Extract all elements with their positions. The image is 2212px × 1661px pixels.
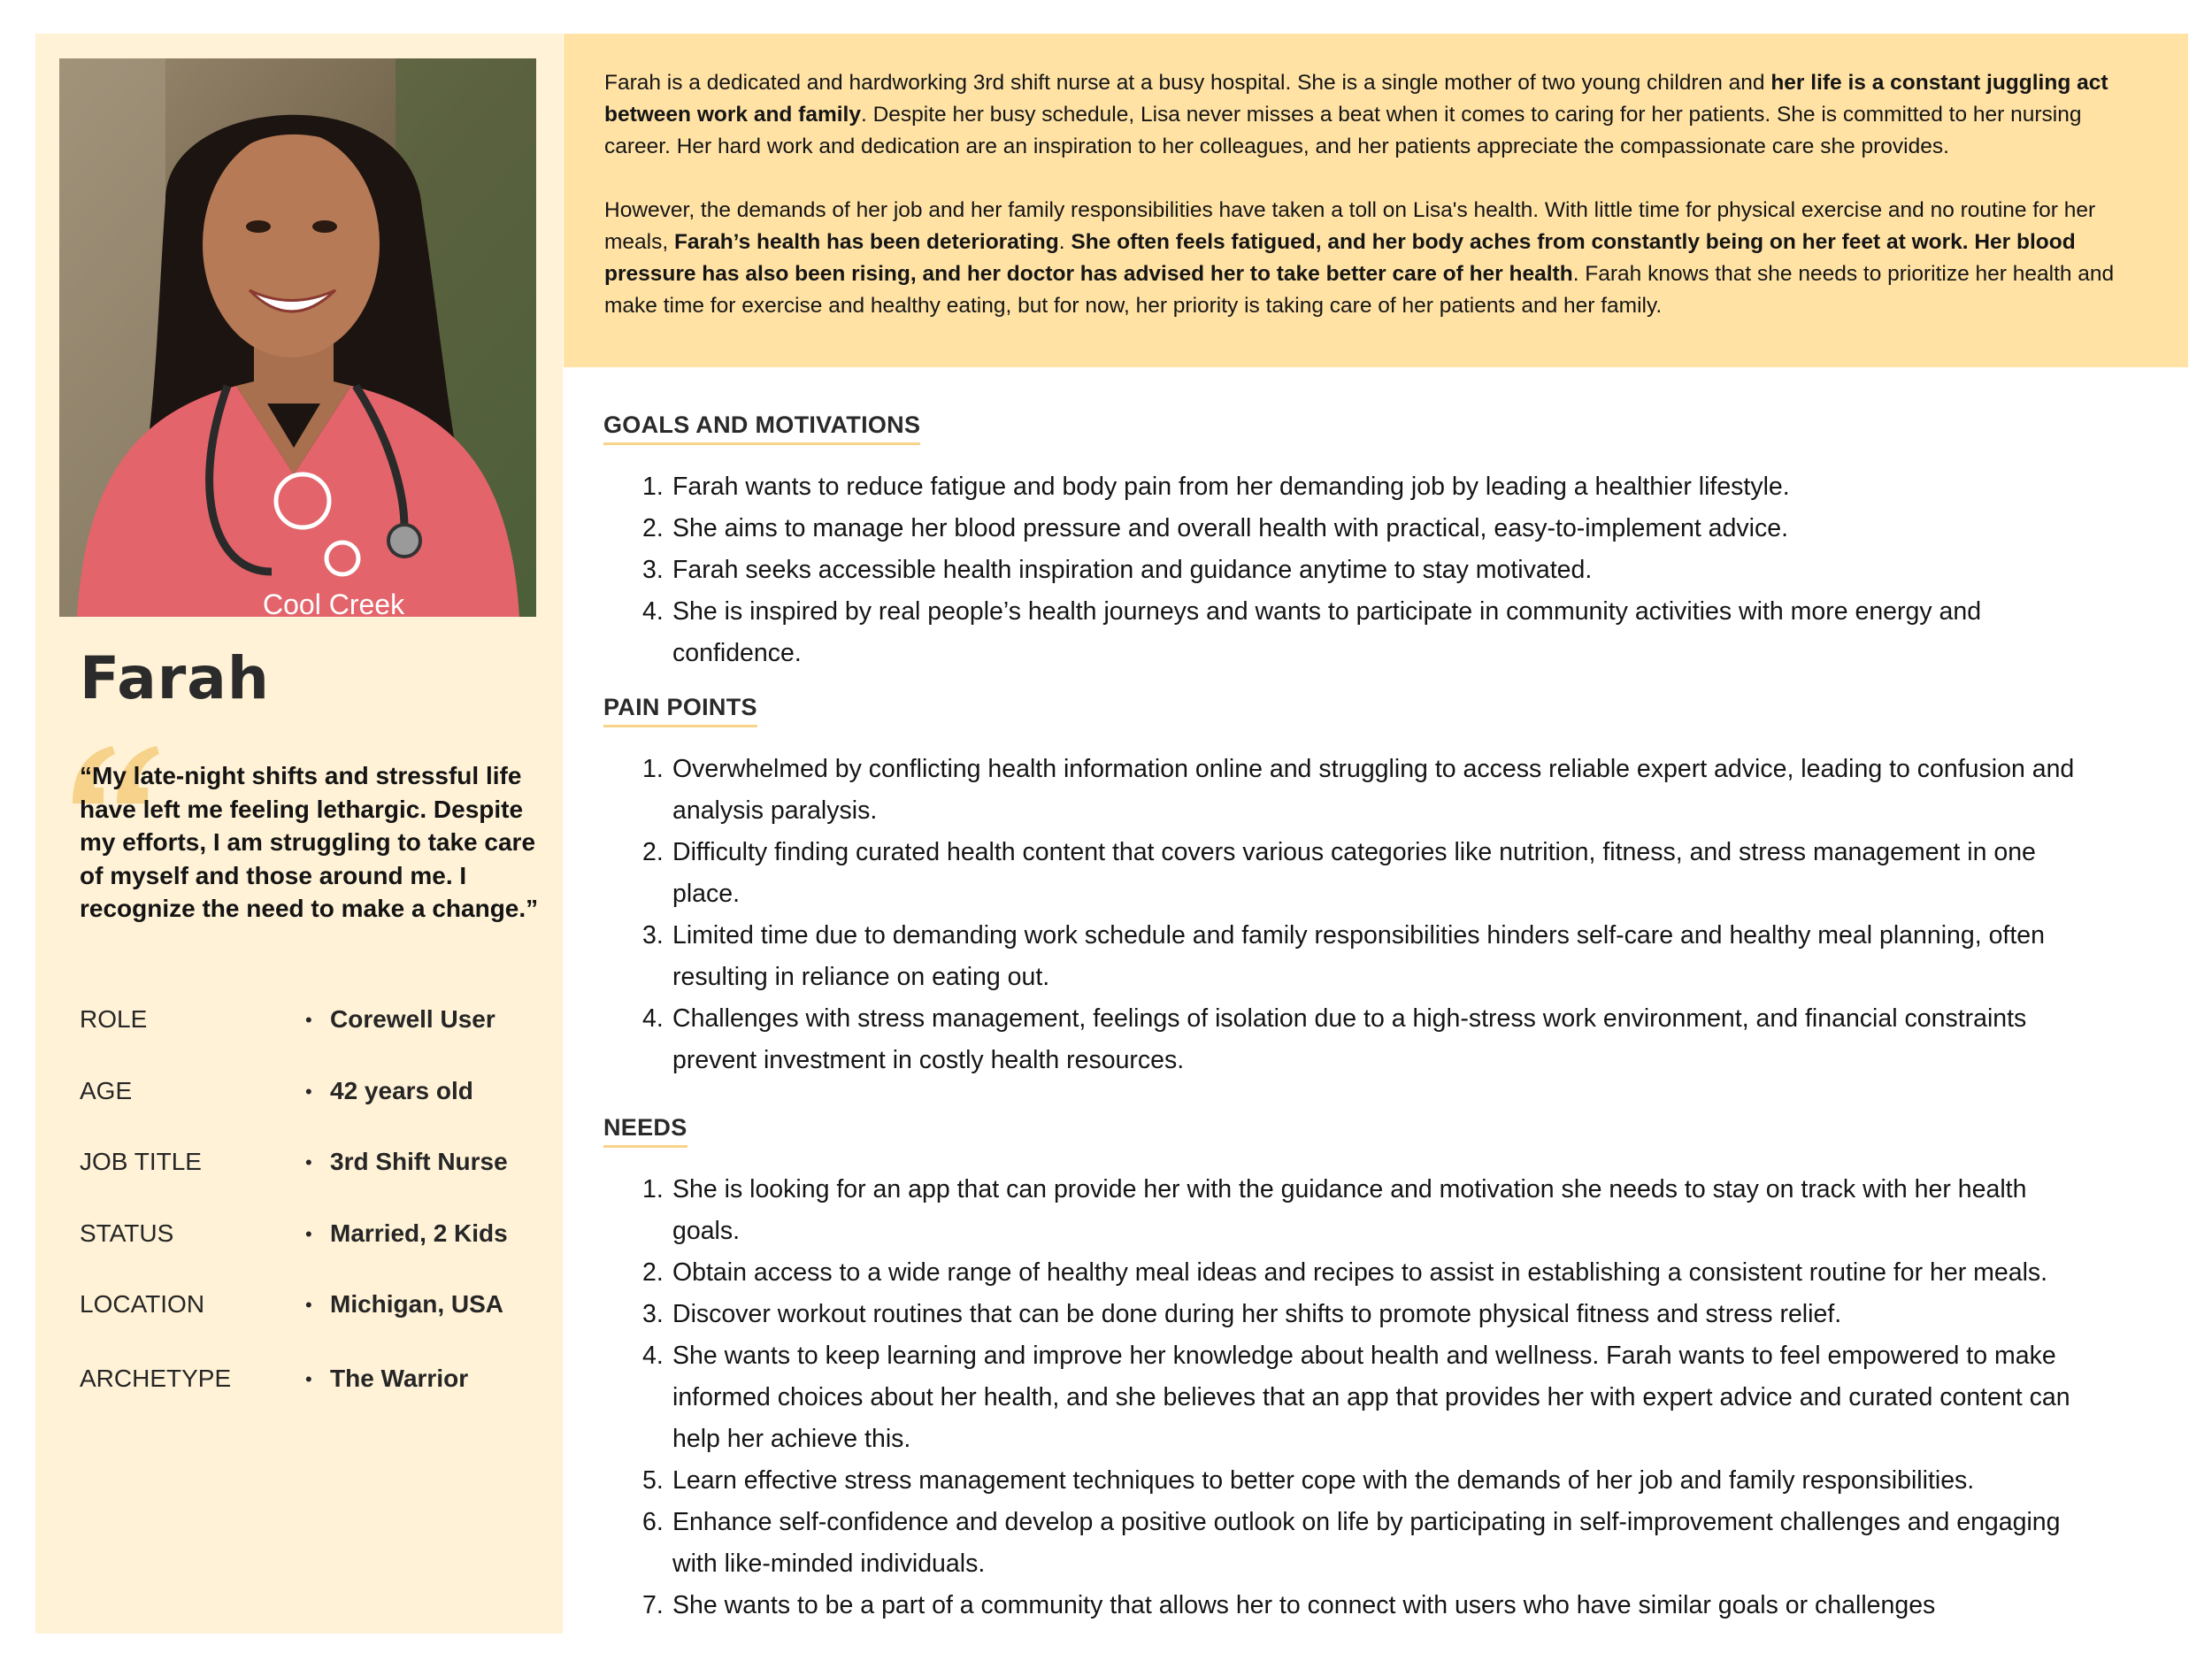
list-text: Farah wants to reduce fatigue and body pain from her demanding job by leading a healthier lifestyle. bbox=[672, 473, 1790, 501]
list-text: Challenges with stress management, feelings of isolation due to a high-stress work environment, and financial constraints prevent investment in costly health resources. bbox=[672, 1004, 2027, 1074]
goals-title: GOALS AND MOTIVATIONS bbox=[603, 411, 920, 445]
bio-emphasis: her life is a constant juggling act between work and family bbox=[604, 71, 2108, 127]
attribute-label: AGE bbox=[80, 1076, 133, 1104]
attribute-status bbox=[80, 1219, 549, 1291]
persona-quote: “My late-night shifts and stressful life have left me feeling lethargic. Despite my efforts, I am struggling to take care of myself and those around me. I recognize the need to make a change.” bbox=[80, 762, 539, 922]
list-number: 3. bbox=[642, 556, 664, 584]
attribute-label: JOB TITLE bbox=[80, 1148, 202, 1175]
bio-paragraph bbox=[604, 67, 2147, 163]
list-text: She is looking for an app that can provide her with the guidance and motivation she needs to stay on track with her health goals. bbox=[672, 1175, 2027, 1245]
list-text: Obtain access to a wide range of healthy meal ideas and recipes to assist in establishing a consistent routine for her meals. bbox=[672, 1258, 2048, 1287]
list-text: She aims to manage her blood pressure and overall health with practical, easy-to-implement advice. bbox=[672, 514, 1788, 542]
bio-text: . bbox=[1058, 230, 1071, 254]
bio-text: Farah is a dedicated and hardworking 3rd shift nurse at a busy hospital. She is a single mother of two young children and bbox=[604, 71, 1771, 95]
list-number: 3. bbox=[642, 1300, 664, 1328]
attribute-label: LOCATION bbox=[80, 1290, 205, 1318]
list-number: 1. bbox=[642, 755, 664, 783]
attribute-value: The Warrior bbox=[330, 1365, 469, 1392]
list-item bbox=[603, 749, 2090, 832]
persona-sidebar bbox=[35, 34, 563, 1634]
bullet-icon: • bbox=[305, 1294, 312, 1316]
list-item bbox=[603, 915, 2090, 998]
list-number: 4. bbox=[642, 597, 664, 626]
attribute-label: ARCHETYPE bbox=[80, 1365, 232, 1392]
list-item bbox=[603, 550, 2090, 591]
persona-name: Farah bbox=[80, 644, 270, 712]
persona-photo bbox=[59, 58, 536, 617]
list-item bbox=[603, 591, 2090, 674]
attribute-value: Michigan, USA bbox=[330, 1290, 504, 1318]
pain-points-title: PAIN POINTS bbox=[603, 694, 757, 727]
attribute-value: 42 years old bbox=[330, 1076, 473, 1104]
list-item bbox=[603, 998, 2090, 1081]
attribute-archetype bbox=[80, 1365, 549, 1436]
list-item bbox=[603, 1169, 2090, 1252]
list-text: Limited time due to demanding work schedule and family responsibilities hinders self-care and healthy meal planning, often resulting in reliance on eating out. bbox=[672, 921, 2045, 991]
list-text: She wants to keep learning and improve her knowledge about health and wellness. Farah wants to feel empowered to make informed choices about her health, and she believes that an app that provides her with expert advice and curated content can help her achieve this. bbox=[672, 1342, 2070, 1453]
pain-points-list bbox=[603, 749, 2090, 1081]
list-item bbox=[603, 466, 2090, 508]
bullet-icon: • bbox=[305, 1368, 312, 1390]
attribute-label: ROLE bbox=[80, 1005, 148, 1033]
bio-emphasis: Farah’s health has been deteriorating bbox=[673, 230, 1059, 254]
bullet-icon: • bbox=[305, 1222, 312, 1245]
bio-text: However, the demands of her job and her family responsibilities have taken a toll on Lisa's health. With little time for physical exercise and no routine for her meals, bbox=[604, 198, 2096, 254]
list-number: 5. bbox=[642, 1466, 664, 1495]
list-number: 7. bbox=[642, 1591, 664, 1619]
goals-list bbox=[603, 466, 2090, 674]
bio-text: . Despite her busy schedule, Lisa never misses a beat when it comes to caring for her patients. She is committed to her nursing career. Her hard work and dedication are an inspiration to her colleagues, and her patients appreciate the compassionate care she provides. bbox=[604, 103, 2082, 158]
list-number: 3. bbox=[642, 921, 664, 950]
list-item bbox=[603, 832, 2090, 915]
list-number: 6. bbox=[642, 1508, 664, 1536]
list-text: She is inspired by real people’s health journeys and wants to participate in community activities with more energy and confidence. bbox=[672, 597, 1982, 667]
list-number: 1. bbox=[642, 1175, 664, 1203]
attribute-value: Corewell User bbox=[330, 1005, 495, 1033]
list-text: Enhance self-confidence and develop a positive outlook on life by participating in self-improvement challenges and engaging with like-minded individuals. bbox=[672, 1508, 2061, 1578]
list-item bbox=[603, 508, 2090, 550]
attribute-value: Married, 2 Kids bbox=[330, 1219, 508, 1247]
bio-emphasis: She often feels fatigued, and her body aches from constantly being on her feet at work. Her blood pressure has also been rising, and her doctor has advised her to take better care of her health bbox=[604, 230, 2076, 286]
list-text: Farah seeks accessible health inspiration and guidance anytime to stay motivated. bbox=[672, 556, 1593, 584]
list-item bbox=[603, 1294, 2090, 1335]
bio-paragraph bbox=[604, 195, 2147, 322]
persona-bio bbox=[564, 34, 2188, 367]
list-item bbox=[603, 1335, 2090, 1460]
list-text: Discover workout routines that can be done during her shifts to promote physical fitness and stress relief. bbox=[672, 1300, 1842, 1328]
list-item bbox=[603, 1252, 2090, 1294]
shirt-text: Cool Creek bbox=[263, 588, 405, 617]
list-text: Overwhelmed by conflicting health information online and struggling to access reliable expert advice, leading to confusion and analysis paralysis. bbox=[672, 755, 2075, 825]
needs-title: NEEDS bbox=[603, 1114, 687, 1148]
list-item bbox=[603, 1502, 2090, 1585]
attribute-role bbox=[80, 1005, 549, 1077]
needs-list bbox=[603, 1169, 2090, 1626]
list-text: Learn effective stress management techniques to better cope with the demands of her job and family responsibilities. bbox=[672, 1466, 1975, 1495]
list-number: 4. bbox=[642, 1342, 664, 1370]
list-item bbox=[603, 1460, 2090, 1502]
list-text: She wants to be a part of a community that allows her to connect with users who have similar goals or challenges bbox=[672, 1591, 1936, 1619]
list-text: Difficulty finding curated health content that covers various categories like nutrition, fitness, and stress management in one place. bbox=[672, 838, 2036, 908]
bullet-icon: • bbox=[305, 1151, 312, 1173]
bio-text: . Farah knows that she needs to prioritize her health and make time for exercise and healthy eating, but for now, her priority is taking care of her patients and her family. bbox=[604, 262, 2115, 318]
attribute-value: 3rd Shift Nurse bbox=[330, 1148, 508, 1175]
list-number: 2. bbox=[642, 838, 664, 866]
attribute-age bbox=[80, 1077, 549, 1149]
list-number: 2. bbox=[642, 514, 664, 542]
list-number: 1. bbox=[642, 473, 664, 501]
bullet-icon: • bbox=[305, 1009, 312, 1031]
attribute-location bbox=[80, 1290, 549, 1365]
list-number: 4. bbox=[642, 1004, 664, 1033]
list-number: 2. bbox=[642, 1258, 664, 1287]
list-item bbox=[603, 1585, 2090, 1626]
persona-photo-illustration bbox=[59, 58, 536, 617]
attribute-job-title bbox=[80, 1148, 549, 1219]
attribute-label: STATUS bbox=[80, 1219, 174, 1247]
persona-attributes bbox=[80, 1005, 549, 1436]
bullet-icon: • bbox=[305, 1080, 312, 1103]
